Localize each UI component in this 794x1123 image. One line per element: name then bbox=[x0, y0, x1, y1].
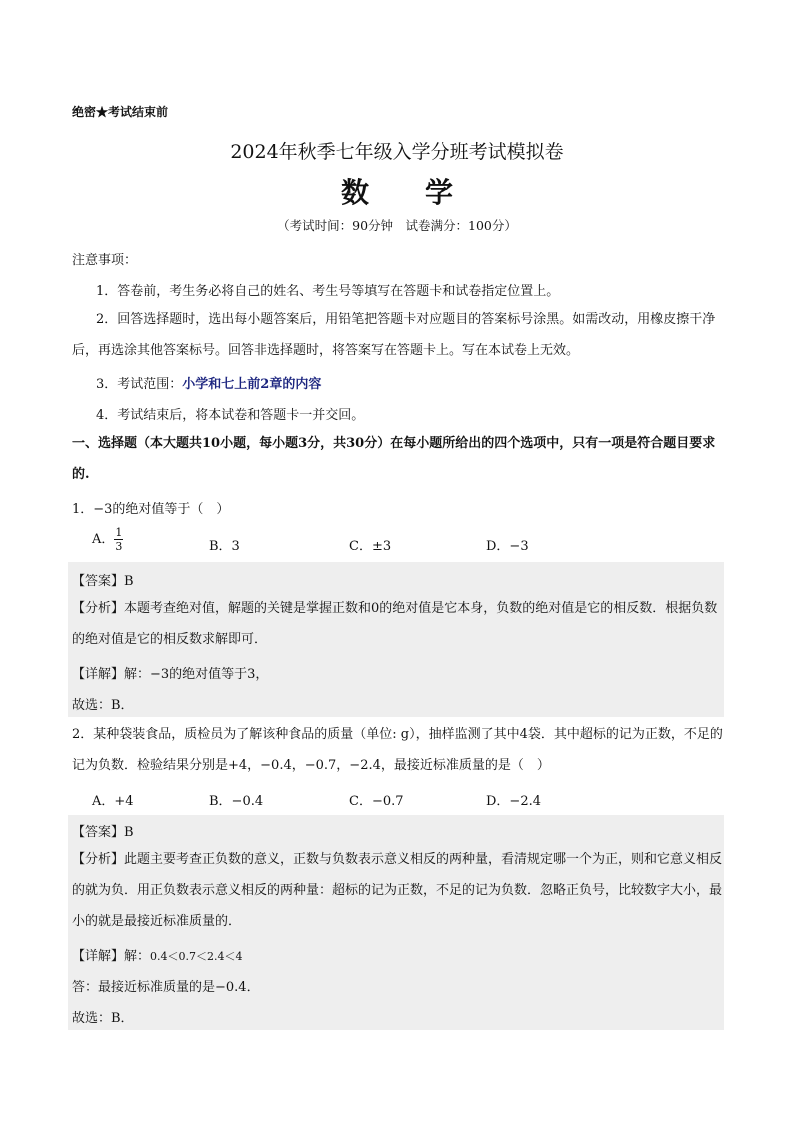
question-1-option-a bbox=[92, 526, 123, 553]
question-1-option-c: C．±3 bbox=[349, 539, 392, 554]
fraction-one-third bbox=[114, 526, 123, 553]
question-2-stem: 2．某种袋装食品，质检员为了解该种食品的质量（单位: g），抽样监测了其中4袋．其中超标的记为正数，不足的记为负数．检验结果分别是+4，−0.4，−0.7，−2.4，最接近标准质量的是（ ） bbox=[72, 727, 723, 773]
question-1-option-d: D．−3 bbox=[486, 539, 529, 554]
note-item-3 bbox=[96, 373, 321, 392]
question-2-option-d: D．−2.4 bbox=[486, 794, 541, 809]
question-1-detail: 【详解】解：−3的绝对值等于3， bbox=[72, 667, 269, 682]
question-2-option-b: B．−0.4 bbox=[209, 794, 264, 809]
question-1-analysis: 【分析】本题考查绝对值，解题的关键是掌握正数和0的绝对值是它本身，负数的绝对值是它的相反数．根据负数的绝对值是它的相反数求解即可． bbox=[72, 601, 718, 647]
fraction-denominator: 3 bbox=[115, 540, 123, 553]
note-item-4: 4．考试结束后，将本试卷和答题卡一并交回。 bbox=[96, 408, 365, 423]
question-1-option-b: B．3 bbox=[209, 539, 240, 554]
note-item-1: 1．答卷前，考生务必将自己的姓名、考生号等填写在答题卡和试卷指定位置上。 bbox=[96, 284, 560, 299]
question-1-stem: 1．−3的绝对值等于（ ） bbox=[72, 502, 230, 517]
note-item-2: 2．回答选择题时，选出每小题答案后，用铅笔把答题卡对应题目的答案标号涂黑。如需改动，用橡皮擦干净后，再选涂其他答案标号。回答非选择题时，将答案写在答题卡上。写在本试卷上无效。 bbox=[72, 312, 716, 358]
question-2-option-c: C．−0.7 bbox=[349, 794, 404, 809]
section-heading: 一、选择题（本大题共10小题，每小题3分，共30分）在每小题所给出的四个选项中，只有一项是符合题目要求的. bbox=[72, 436, 716, 482]
notes-title: 注意事项： bbox=[72, 253, 138, 268]
question-2-conclusion: 答：最接近标准质量的是−0.4． bbox=[72, 980, 260, 995]
question-1-answer: 【答案】B bbox=[72, 574, 134, 589]
confidential-mark: 绝密★考试结束前 bbox=[72, 105, 169, 119]
fraction-numerator: 1 bbox=[115, 526, 123, 539]
exam-scope: 小学和七上前2章的内容 bbox=[182, 377, 322, 392]
exam-info: （考试时间：90分钟 试卷满分：100分） bbox=[277, 218, 517, 233]
question-2-answer: 【答案】B bbox=[72, 825, 134, 840]
question-2-detail-expr: 0.4＜0.7＜2.4＜4 bbox=[150, 950, 243, 963]
subject-heading: 数学 bbox=[340, 176, 509, 209]
question-2-detail bbox=[72, 945, 243, 964]
question-2-option-a: A．+4 bbox=[92, 794, 134, 809]
question-2-analysis: 【分析】此题主要考查正负数的意义，正数与负数表示意义相反的两种量，看清规定哪一个为正，则和它意义相反的就为负．用正负数表示意义相反的两种量：超标的记为正数，不足的记为负数．忽略正负号，比较数字大小，最小的就是最接近标准质量的． bbox=[72, 852, 723, 929]
question-1-choice: 故选：B． bbox=[72, 698, 134, 713]
note-item-3-prefix: 3．考试范围： bbox=[96, 377, 183, 392]
question-2-detail-prefix: 【详解】解： bbox=[72, 949, 151, 964]
question-2-choice: 故选：B． bbox=[72, 1011, 134, 1026]
option-a-label: A． bbox=[92, 532, 115, 547]
exam-title: 2024年秋季七年级入学分班考试模拟卷 bbox=[230, 141, 564, 163]
